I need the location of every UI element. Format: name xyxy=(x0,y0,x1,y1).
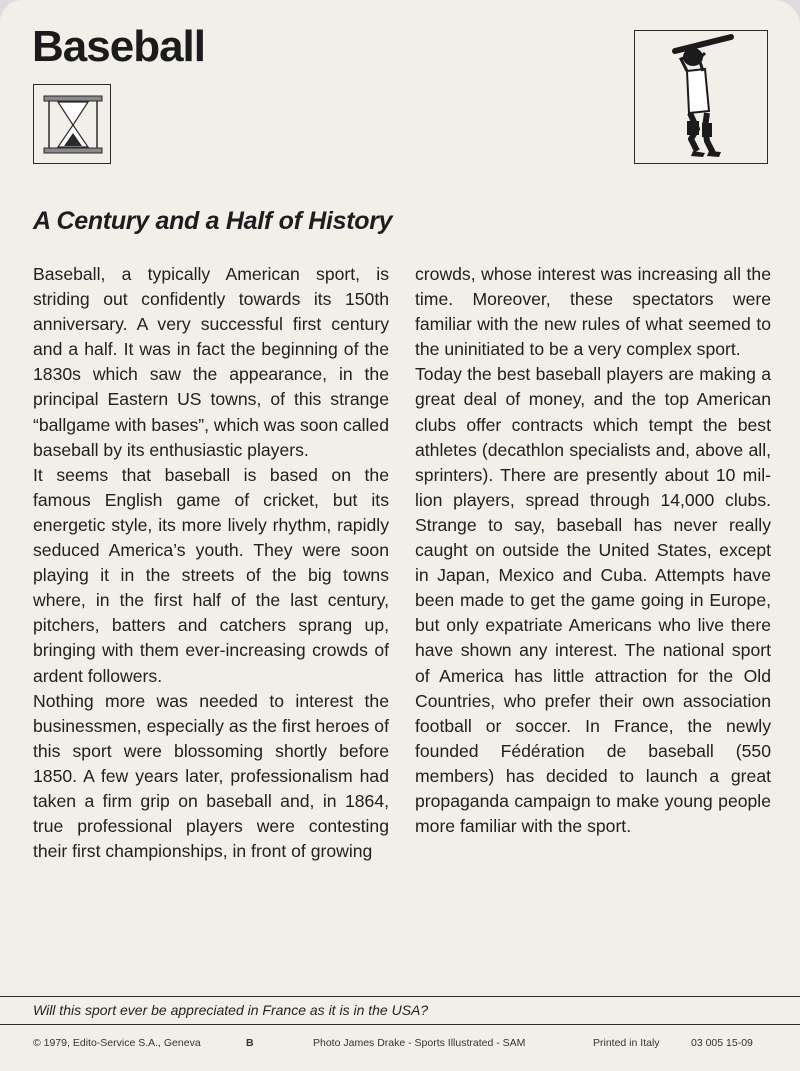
hourglass-icon xyxy=(34,85,112,165)
divider xyxy=(0,1024,800,1025)
batter-icon xyxy=(635,31,769,165)
category-badge xyxy=(33,84,111,164)
article-paragraph: Nothing more was needed to interest the businessmen, especially as the first heroes of this sport were blossoming shortly before 1850. A few years later, professionalism had taken a firm grip on baseball and, in 1864, true professional players were contesting their first championships, in front of growing xyxy=(33,690,389,862)
page-title: Baseball xyxy=(32,22,205,71)
article-column-left xyxy=(33,262,389,864)
card-code: 03 005 15-09 xyxy=(691,1037,753,1049)
divider xyxy=(0,996,800,997)
article-paragraph: crowds, whose interest was increasing all the time. Moreover, these spectators were familiar with the new rules of what seemed to the uninitiated to be a very complex sport. xyxy=(415,264,771,360)
article-subtitle: A Century and a Half of History xyxy=(33,207,393,235)
copyright-notice: © 1979, Edito-Service S.A., Geneva xyxy=(33,1037,201,1049)
article-paragraph: It seems that baseball is based on the famous English game of cricket, but its energetic style, its more lively rhythm, rapidly seduced America’s youth. They were soon playing it in the streets of the big towns where, in the first half of the last century, pitchers, batters and catchers sprang up, bringing with them ever-increasing crowds of ardent followers. xyxy=(33,464,389,686)
printed-location: Printed in Italy xyxy=(593,1037,660,1049)
photo-credit: Photo James Drake - Sports Illustrated - SAM xyxy=(313,1037,526,1049)
sport-emblem xyxy=(634,30,768,164)
discussion-question: Will this sport ever be appreciated in France as it is in the USA? xyxy=(33,1002,429,1018)
article-column-right xyxy=(415,262,771,839)
series-letter: B xyxy=(246,1037,254,1049)
article-paragraph: Baseball, a typically American sport, is striding out confidently towards its 150th anniversary. A very successful first century and a half. It was in fact the beginning of the 1830s which saw the appearance, in the principal Eastern US towns, of this strange “ballgame with bases”, which was soon called baseball by its enthusiastic players. xyxy=(33,264,389,460)
article-paragraph: Today the best baseball players are making a great deal of money, and the top American clubs offer contracts which tempt the best athletes (decathlon specialists and, above all, sprinters). There are presently about 10 million players, spread through 14,000 clubs. Strange to say, baseball has never really caught on outside the United States, except in Japan, Mexico and Cuba. Attempts have been made to get the game going in Europe, but only expatriate Americans who live there have shown any interest. The national sport of America has little attraction for the Old Countries, who prefer their own association football or soccer. In France, the newly founded Fédération de baseball (550 members) has decided to launch a great propaganda campaign to make young people more familiar with the sport. xyxy=(415,364,771,837)
